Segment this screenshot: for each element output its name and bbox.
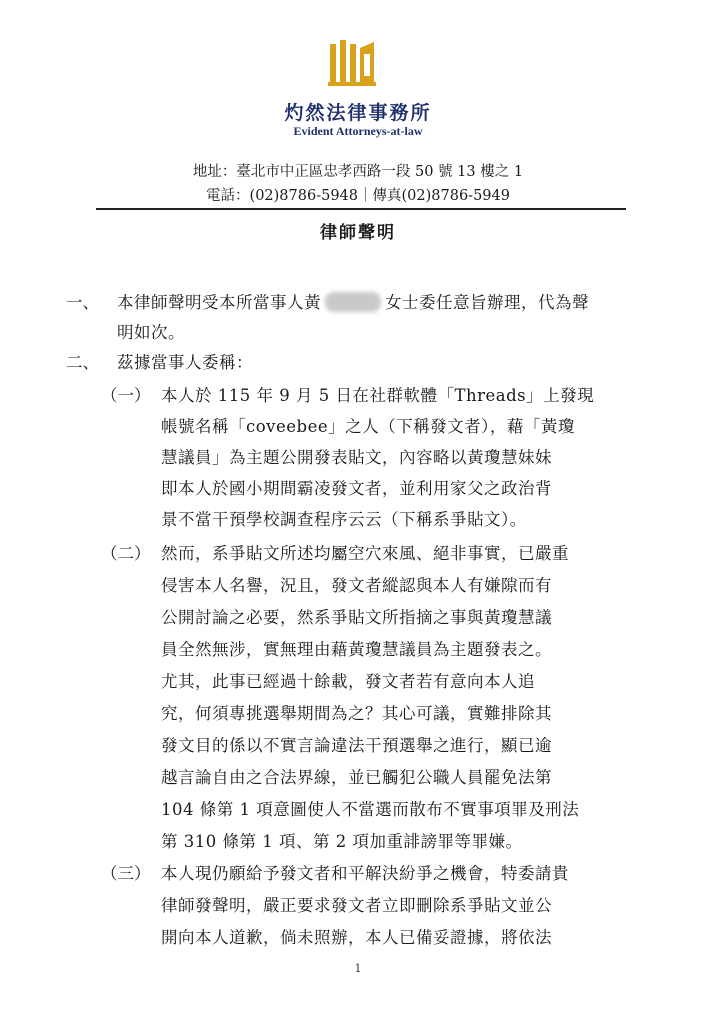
firm-name: 灼然法律事務所 (284, 102, 432, 124)
item-number: （二） (101, 544, 151, 563)
item-line: 104 條第 1 項意圖使人不當選而散布不實事項罪及刑法 (161, 800, 580, 819)
item-line: 慧議員」為主題公開發表貼文，內容略以黃瓊慧妹妹 (161, 448, 552, 467)
document-title: 律師聲明 (320, 223, 396, 243)
section-text: 明如次。 (117, 323, 185, 342)
item-line: 律師發聲明，嚴正要求發文者立即刪除系爭貼文並公 (161, 896, 552, 915)
item-number: （三） (101, 864, 151, 883)
item-line: 即本人於國小期間霸凌發文者，並利用家父之政治背 (161, 479, 552, 498)
item-line: 開向本人道歉，倘未照辦，本人已備妥證據，將依法 (161, 928, 552, 947)
item-line: 第 310 條第 1 項、第 2 項加重誹謗罪等罪嫌。 (161, 832, 523, 851)
section-text: 女士委任意旨辦理，代為聲 (385, 293, 589, 312)
item-line: 員全然無涉，實無理由藉黃瓊慧議員為主題發表之。 (161, 640, 552, 659)
page-number: 1 (354, 962, 362, 975)
section-text: 茲據當事人委稱： (117, 353, 253, 372)
firm-name-en: Evident Attorneys-at-law (293, 124, 423, 138)
redacted-name (325, 292, 381, 312)
item-number: （一） (101, 386, 151, 405)
section-text: 本律師聲明受本所當事人黃 (117, 293, 321, 312)
item-line: 究，何須專挑選舉期間為之？其心可議，實難排除其 (161, 704, 552, 723)
section-number: 二、 (66, 353, 99, 372)
item-line: 帳號名稱「coveebee」之人（下稱發文者），藉「黃瓊 (161, 417, 575, 436)
item-line: 公開討論之必要，然系爭貼文所指摘之事與黃瓊慧議 (161, 608, 552, 627)
item-line: 越言論自由之合法界線，並已觸犯公職人員罷免法第 (161, 768, 552, 787)
item-line: 本人現仍願給予發文者和平解決紛爭之機會，特委請貴 (161, 864, 569, 883)
item-line: 侵害本人名譽，況且，發文者縱認與本人有嫌隙而有 (161, 576, 552, 595)
item-line: 然而，系爭貼文所述均屬空穴來風、絕非事實，已嚴重 (161, 544, 569, 563)
section-number: 一、 (66, 293, 99, 312)
section-line (117, 349, 253, 373)
section-line (117, 319, 185, 343)
item-line: 發文目的係以不實言論違法干預選舉之進行，顯已逾 (161, 736, 552, 755)
firm-address: 地址：臺北市中正區忠孝西路一段 50 號 13 樓之 1 (192, 164, 524, 180)
firm-logo (326, 38, 378, 90)
firm-phone-fax: 電話：(02)8786-5948｜傳真(02)8786-5949 (206, 188, 510, 204)
item-line: 景不當干預學校調查程序云云（下稱系爭貼文）。 (161, 510, 527, 529)
item-line: 本人於 115 年 9 月 5 日在社群軟體「Threads」上發現 (161, 386, 595, 405)
section-line (117, 289, 589, 313)
header-divider (96, 208, 626, 210)
item-line: 尤其，此事已經過十餘載，發文者若有意向本人追 (161, 672, 535, 691)
